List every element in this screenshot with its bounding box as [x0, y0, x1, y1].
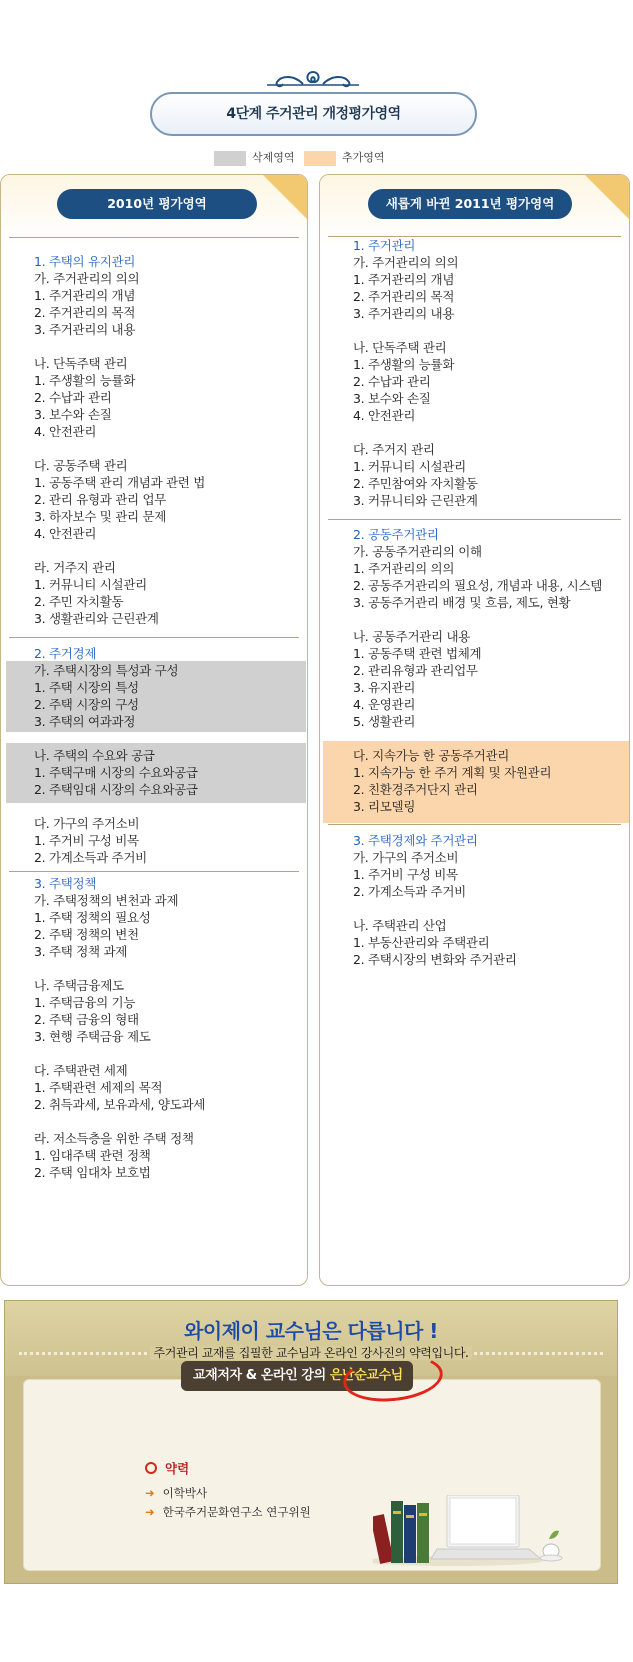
outline-item: 2. 주거관리의 목적 — [34, 305, 136, 320]
outline-item: 1. 임대주택 관련 정책 — [34, 1148, 151, 1163]
outline-item: 3. 주거관리의 내용 — [34, 322, 136, 337]
outline-item: 나. 단독주택 관리 — [353, 340, 447, 355]
outline-item: 2. 수납과 관리 — [34, 390, 112, 405]
outline-item: 1. 주택관련 세제의 목적 — [34, 1080, 163, 1095]
outline-item: 2. 주민 자치활동 — [34, 594, 124, 609]
outline-item: 1. 주택 정책의 필요성 — [34, 910, 151, 925]
outline-item: 가. 주거관리의 의의 — [34, 271, 140, 286]
outline-item: 2. 주택 임대차 보호법 — [34, 1165, 151, 1180]
corner-fold — [585, 175, 629, 219]
outline-item: 2. 가계소득과 주거비 — [34, 850, 147, 865]
books-laptop-illustration — [373, 1495, 563, 1567]
outline-item: 1. 주거관리의 의의 — [353, 561, 455, 576]
outline-item: 3. 공동주거관리 배경 및 흐름, 제도, 현황 — [353, 595, 571, 610]
outline-item: 나. 공동주거관리 내용 — [353, 629, 470, 644]
bio-heading: 약력 — [145, 1459, 189, 1477]
outline-item: 3. 하자보수 및 관리 문제 — [34, 509, 166, 524]
column-heading: 새롭게 바뀐 2011년 평가영역 — [368, 189, 572, 219]
column-heading: 2010년 평가영역 — [57, 189, 257, 219]
outline-item: 4. 운영관리 — [353, 697, 416, 712]
outline-item: 1. 주거관리의 개념 — [353, 272, 455, 287]
outline-item: 3. 현행 주택금융 제도 — [34, 1029, 151, 1044]
instructor-banner — [4, 1300, 618, 1584]
column-2010 — [0, 174, 308, 1286]
outline-item: 가. 주택시장의 특성과 구성 — [34, 663, 179, 678]
section-heading: 2. 공동주거관리 — [353, 527, 439, 542]
outline-item: 2. 주택 정책의 변천 — [34, 927, 139, 942]
outline-item: 2. 수납과 관리 — [353, 374, 431, 389]
outline-item: 2. 친환경주거단지 관리 — [353, 782, 478, 797]
arrow-right-icon: ➜ — [145, 1486, 155, 1500]
outline-item: 2. 주택 금융의 형태 — [34, 1012, 139, 1027]
outline-item: 2. 공동주거관리의 필요성, 개념과 내용, 시스템 — [353, 578, 602, 593]
section-heading: 2. 주거경제 — [34, 646, 97, 661]
tab-prefix: 교재저자 & 온라인 강의 — [193, 1368, 326, 1383]
outline-item: 1. 주거관리의 개념 — [34, 288, 136, 303]
legend-swatch-orange — [304, 151, 336, 166]
outline-item: 3. 생활관리와 근린관계 — [34, 611, 159, 626]
outline-item: 3. 리모델링 — [353, 799, 416, 814]
outline-item: 1. 부동산관리와 주택관리 — [353, 935, 490, 950]
outline-item: 라. 저소득층을 위한 주택 정책 — [34, 1131, 194, 1146]
outline-item: 5. 생활관리 — [353, 714, 416, 729]
outline-item: 1. 주택구매 시장의 수요와공급 — [34, 765, 198, 780]
outline-item: 다. 주택관련 세제 — [34, 1063, 128, 1078]
outline-item: 1. 주택금융의 기능 — [34, 995, 136, 1010]
legend-deleted — [214, 149, 295, 166]
outline-item: 1. 공동주택 관리 개념과 관련 법 — [34, 475, 205, 490]
section-heading: 3. 주택정책 — [34, 876, 97, 891]
section-heading: 3. 주택경제와 주거관리 — [353, 833, 478, 848]
outline-item: 3. 유지관리 — [353, 680, 416, 695]
outline-item: 2. 관리유형과 관리업무 — [353, 663, 478, 678]
column-2011 — [319, 174, 630, 1286]
outline-item: 3. 커뮤니티와 근린관계 — [353, 493, 478, 508]
bio-item: ➜ 한국주거문화연구소 연구위원 — [145, 1505, 311, 1519]
outline-item: 1. 커뮤니티 시설관리 — [34, 577, 147, 592]
outline-item: 가. 주거관리의 의의 — [353, 255, 459, 270]
outline-item: 3. 보수와 손질 — [353, 391, 431, 406]
section-heading: 1. 주택의 유지관리 — [34, 254, 136, 269]
outline-item: 3. 주택 정책 과제 — [34, 944, 127, 959]
outline-item: 2. 주택시장의 변화와 주거관리 — [353, 952, 517, 967]
outline-item: 나. 주택관리 산업 — [353, 918, 447, 933]
arrow-right-icon: ➜ — [145, 1505, 155, 1519]
outline-item: 3. 보수와 손질 — [34, 407, 112, 422]
outline-item: 1. 주생활의 능률화 — [34, 373, 136, 388]
outline-item: 라. 거주지 관리 — [34, 560, 116, 575]
outline-item: 2. 주택임대 시장의 수요와공급 — [34, 782, 198, 797]
outline-item: 가. 가구의 주거소비 — [353, 850, 459, 865]
outline-item: 4. 안전관리 — [353, 408, 416, 423]
ornament-icon — [263, 68, 363, 90]
banner-subtitle: 주거관리 교재를 집필한 교수님과 온라인 강사진의 약력입니다. — [19, 1344, 603, 1361]
legend-label: 삭제영역 — [252, 151, 295, 164]
outline-item: 가. 공동주거관리의 이해 — [353, 544, 482, 559]
outline-item: 1. 공동주택 관련 법체계 — [353, 646, 482, 661]
outline-item: 다. 공동주택 관리 — [34, 458, 128, 473]
outline-item: 2. 관리 유형과 관리 업무 — [34, 492, 166, 507]
outline-item: 1. 커뮤니티 시설관리 — [353, 459, 466, 474]
outline-item: 3. 주택의 여과과정 — [34, 714, 136, 729]
outline-item: 4. 안전관리 — [34, 526, 97, 541]
outline-item: 1. 지속가능 한 주거 계획 및 자원관리 — [353, 765, 552, 780]
outline-item: 4. 안전관리 — [34, 424, 97, 439]
outline-item: 다. 주거지 관리 — [353, 442, 435, 457]
outline-item: 나. 주택의 수요와 공급 — [34, 748, 155, 763]
bio-item: ➜ 이학박사 — [145, 1486, 208, 1500]
outline-item: 나. 단독주택 관리 — [34, 356, 128, 371]
section-heading: 1. 주거관리 — [353, 238, 416, 253]
outline-item: 2. 주민참여와 자치활동 — [353, 476, 478, 491]
outline-item: 2. 취득과세, 보유과세, 양도과세 — [34, 1097, 205, 1112]
outline-item: 다. 지속가능 한 공동주거관리 — [353, 748, 509, 763]
outline-item: 1. 주생활의 능률화 — [353, 357, 455, 372]
legend-added — [304, 149, 385, 166]
corner-fold — [263, 175, 307, 219]
outline-item: 3. 주거관리의 내용 — [353, 306, 455, 321]
outline-item: 가. 주택정책의 변천과 과제 — [34, 893, 179, 908]
banner-title: 와이제이 교수님은 다릅니다 ! — [184, 1319, 438, 1343]
outline-item: 2. 주택 시장의 구성 — [34, 697, 139, 712]
circle-bullet-icon — [145, 1462, 157, 1474]
legend-label: 추가영역 — [342, 151, 385, 164]
outline-item: 1. 주거비 구성 비목 — [34, 833, 139, 848]
outline-item: 1. 주택 시장의 특성 — [34, 680, 139, 695]
outline-item: 2. 주거관리의 목적 — [353, 289, 455, 304]
legend-swatch-gray — [214, 151, 246, 166]
outline-item: 다. 가구의 주거소비 — [34, 816, 140, 831]
instructor-name: 은난순교수님 — [329, 1368, 403, 1383]
outline-item: 1. 주거비 구성 비목 — [353, 867, 458, 882]
outline-item: 2. 가계소득과 주거비 — [353, 884, 466, 899]
outline-item: 나. 주택금융제도 — [34, 978, 124, 993]
page-title: 4단계 주거관리 개정평가영역 — [150, 92, 477, 136]
